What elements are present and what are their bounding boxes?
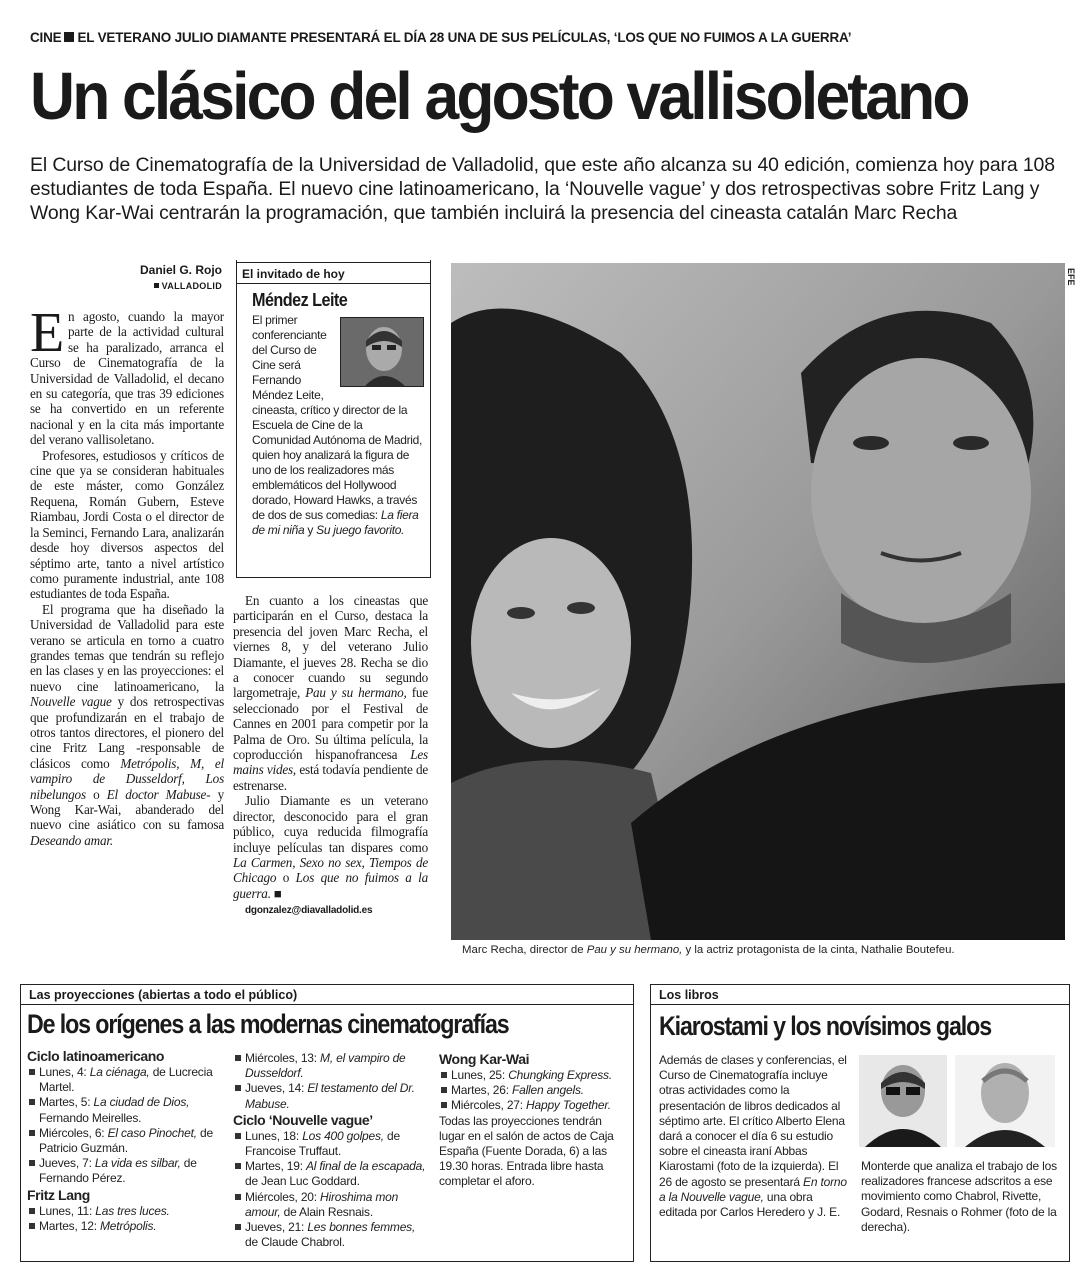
list-item: Martes, 5: La ciudad de Dios, Fernando Meirelles. [27, 1095, 223, 1125]
author-email: dgonzalez@diavalladolid.es [245, 905, 373, 917]
guest-name: Méndez Leite [252, 290, 348, 310]
cycle-heading-nouvelle: Ciclo ‘Nouvelle vague’ [233, 1111, 373, 1128]
list-item: Lunes, 25: Chungking Express. [439, 1068, 627, 1083]
byline-author: Daniel G. Rojo [139, 263, 222, 277]
list-item: Lunes, 11: Las tres luces. [27, 1204, 223, 1219]
projections-column-2 [233, 1051, 429, 1250]
list-item: Miércoles, 13: M, el vampiro de Dusseldorf. [233, 1051, 429, 1081]
main-photo-image [451, 263, 1065, 940]
list-item: Martes, 26: Fallen angels. [439, 1083, 627, 1098]
list-item: Miércoles, 20: Hiroshima mon amour, de Alain Resnais. [233, 1190, 429, 1220]
projections-column-3 [439, 1051, 627, 1190]
books-text-continued: Monterde que analiza el trabajo de los realizadores francese adscritos a ese movimiento como Chabrol, Rivette, Godard, Resnais o Rohmer (foto de la derecha). [861, 1159, 1057, 1234]
list-item: Miércoles, 27: Happy Together. [439, 1098, 627, 1113]
paragraph-3: El programa que ha diseñado la Universidad de Valladolid para este verano se articula en torno a cuatro grandes temas que tendrán su reflejo en las clases y en las proyecciones: el nuevo cine latinoamericano, la Nouvelle vague y dos retrospectivas que profundizarán en el trabajo de otros tantos directores, el pionero del cine Fritz Lang -responsable de clásicos como Metrópolis, M, el vampiro de Dusseldorf, Los nibelungos o El doctor Mabuse- y Wong Kar-Wai, abanderado del nuevo cine asiático con su famosa Deseando amar. [30, 601, 225, 848]
guest-box-tab: El invitado de hoy [236, 262, 431, 284]
list-item: Lunes, 18: Los 400 golpes, de Francoise Truffaut. [233, 1129, 429, 1159]
list-item: Miércoles, 6: El caso Pinochet, de Patricio Guzmán. [27, 1126, 223, 1156]
rohmer-photo [955, 1055, 1055, 1147]
paragraph-4: En cuanto a los cineastas que participarán en el Curso, destaca la presencia del joven Marc Recha, el viernes 8, y del veterano Julio Diamante, el jueves 28. Recha se dio a conocer cuando su segundo largometraje, Pau y su hermano, fue seleccionado por el Festival de Cannes en 2001 para competir por la Palma de Oro. Su última película, la coproducción hispanofrancesa Les mains vides, está todavía pendiente de estrenarse. [233, 593, 428, 793]
headline: Un clásico del agosto vallisoletano [30, 59, 968, 134]
list-item: Jueves, 7: La vida es silbar, de Fernando Pérez. [27, 1156, 223, 1186]
projections-title: De los orígenes a las modernas cinematografías [27, 1009, 509, 1039]
paragraph-2: Profesores, estudiosos y críticos de cine que ya se consideran habituales de este máster, como González Requena, Román Gubern, Esteve Riambau, Jordi Costa o el director de la Seminci, Fernando Lara, analizarán desde hoy diversos aspectos del séptimo arte, tanto a nivel artístico como puramente industrial, ante 108 estudiantes de toda España. [30, 447, 224, 602]
guest-portrait-image [340, 317, 424, 387]
books-title: Kiarostami y los novísimos galos [659, 1011, 992, 1041]
photo-credit: EFE [1066, 268, 1076, 286]
square-bullet-icon [154, 283, 159, 288]
cycle-heading-lang: Fritz Lang [27, 1186, 90, 1203]
kicker [30, 30, 1070, 45]
main-photo [451, 263, 1065, 940]
dek: El Curso de Cinematografía de la Universidad de Valladolid, que este año alcanza su 40 edición, comienza hoy para 108 estudiantes de toda España. El nuevo cine latinoamericano, la ‘Nouvelle vague’ y dos retrospectivas sobre Fritz Lang y Wong Kar-Wai centrarán la programación, que también incluirá la presencia del cineasta catalán Marc Recha [30, 154, 1055, 224]
list-item: Lunes, 4: La ciénaga, de Lucrecia Martel. [27, 1065, 223, 1095]
cycle-heading-wong: Wong Kar-Wai [439, 1051, 530, 1067]
kicker-text: EL VETERANO JULIO DIAMANTE PRESENTARÁ EL DÍA 28 UNA DE SUS PELÍCULAS, ‘LOS QUE NO FUIMOS A LA GUERRA’ [77, 30, 852, 45]
projections-note: Todas las proyecciones tendrán lugar en el salón de actos de Caja España (Fuente Dorada, 6) a las 19.30 horas. Entrada libre hasta completar el aforo. [439, 1113, 614, 1189]
body-column-2 [233, 593, 428, 919]
cycle-heading-latino: Ciclo latinoamericano [27, 1048, 165, 1064]
books-tab: Los libros [651, 985, 1069, 1005]
books-box [650, 984, 1070, 1262]
square-bullet-icon [64, 32, 74, 42]
drop-cap: E [30, 302, 65, 364]
list-item: Jueves, 14: El testamento del Dr. Mabuse. [233, 1081, 429, 1111]
list-item: Martes, 19: Al final de la escapada, de Jean Luc Goddard. [233, 1159, 429, 1189]
byline-place: VALLADOLID [30, 281, 222, 291]
kiarostami-photo [859, 1055, 947, 1147]
paragraph-5: Julio Diamante es un veterano director, desconocido para el gran público, cuya reducida filmografía incluye películas tan dispares como La Carmen, Sexo no sex, Tiempos de Chicago o Los que no fuimos a la guerra. ■ [233, 793, 428, 901]
projections-column-1 [27, 1048, 223, 1234]
projections-tab: Las proyecciones (abiertas a todo el público) [21, 985, 633, 1005]
guest-text: El primer conferenciante del Curso de Cine será Fernando Méndez Leite, cineasta, crítico y director de la Escuela de Cine de la Comunidad Autónoma de Madrid, quien hoy analizará la figura de uno de los realizadores más emblemáticos del Hollywood dorado, Howard Hawks, a través de dos de sus comedias: La fiera de mi niña y Su juego favorito. [252, 313, 423, 537]
photo-caption: Marc Recha, director de Pau y su hermano, y la actriz protagonista de la cinta, Nathalie Boutefeu. [462, 944, 955, 956]
list-item: Martes, 12: Metrópolis. [27, 1219, 223, 1234]
books-text: Además de clases y conferencias, el Curso de Cinematografía incluye otras actividades como la presentación de libros dedicados al séptimo arte. El crítico Alberto Elena dará a conocer el día 6 su estudio sobre el cineasta iraní Abbas Kiarostami (foto de la izquierda). El 26 de agosto se presentará En torno a la Nouvelle vague, una obra editada por Carlos Heredero y J. E. [659, 1053, 847, 1220]
section-label: CINE [30, 30, 62, 45]
list-item: Jueves, 21: Les bonnes femmes, de Claude Chabrol. [233, 1220, 429, 1250]
paragraph-1: En agosto, cuando la mayor parte de la actividad cultural se ha paralizado, arranca el Curso de Cinematografía de la Universidad de Valladolid, el decano en su categoría, que tras 39 ediciones se ha convertido en un referente nacional y en la cita más importante del verano vallisoletano. [30, 302, 224, 448]
projections-box [20, 984, 634, 1262]
body-column-1 [30, 302, 225, 848]
